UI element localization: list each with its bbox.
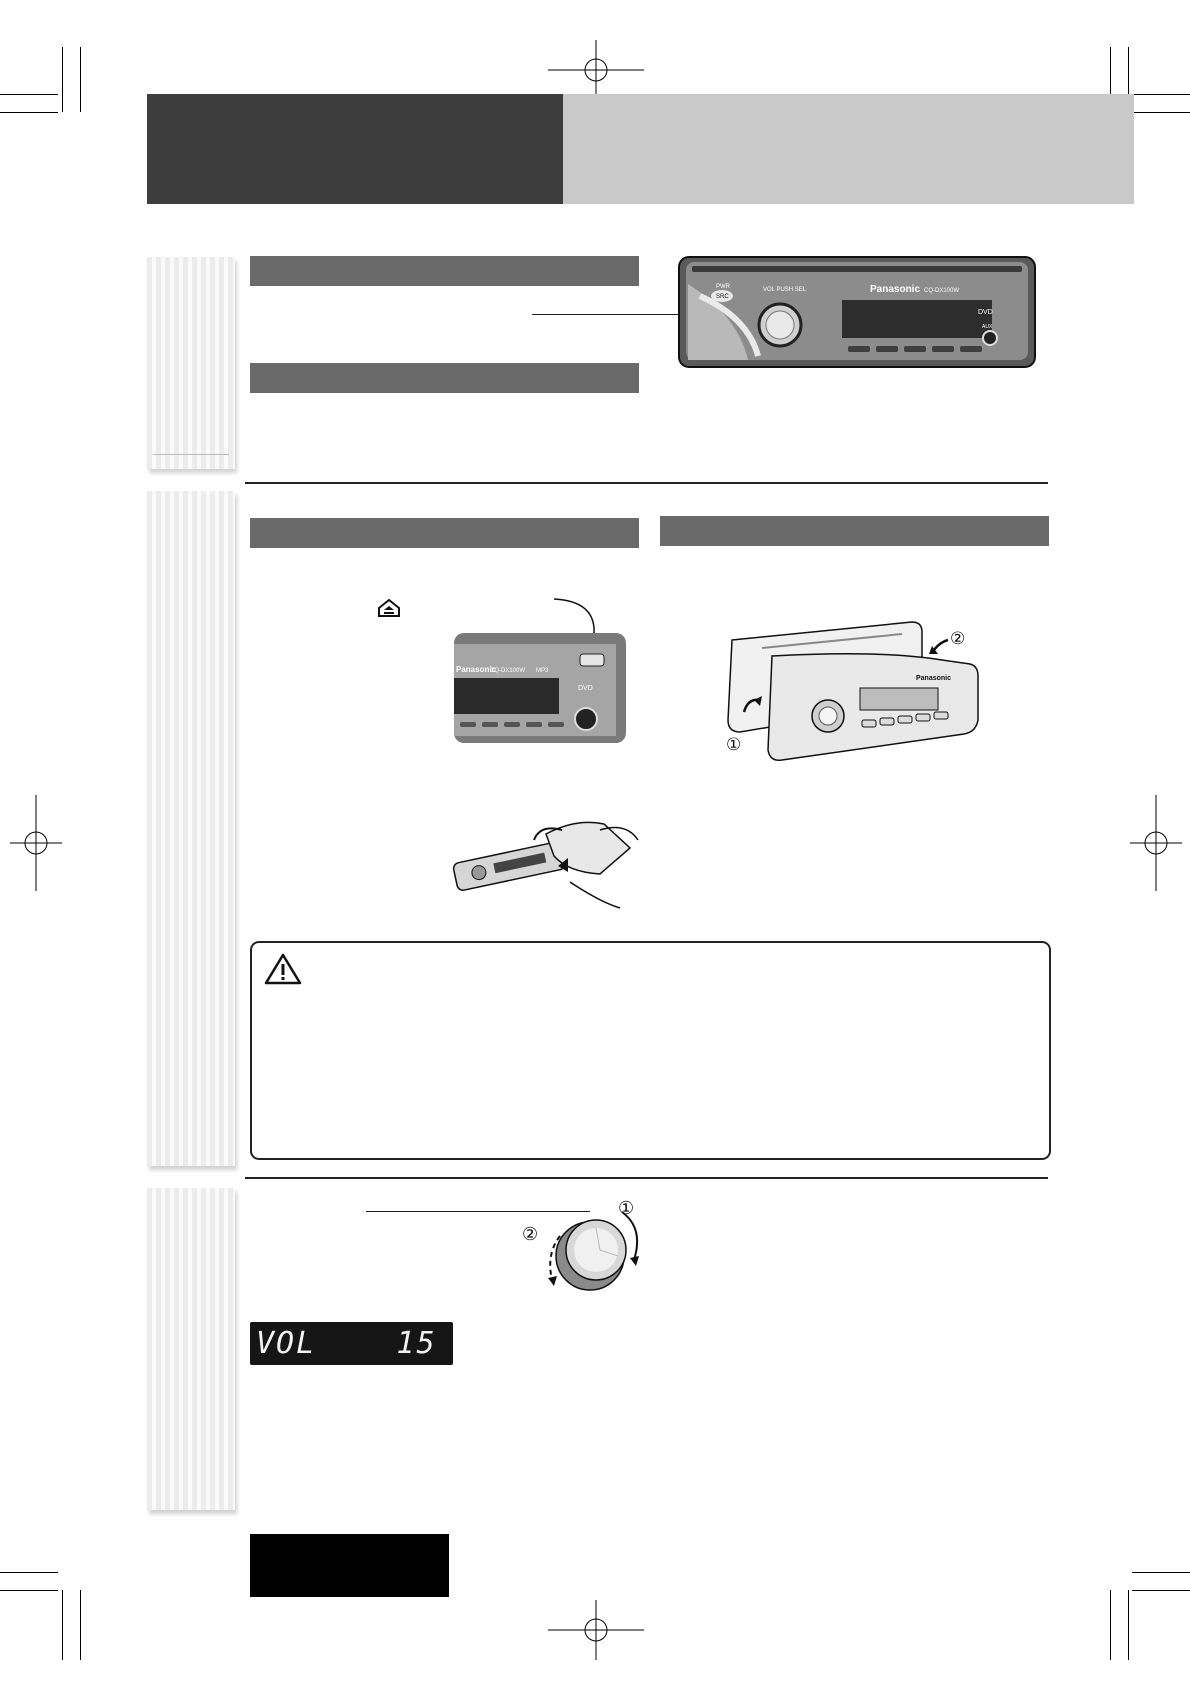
radio-dvd-label: DVD <box>978 309 993 316</box>
step-one-callout: ① <box>726 735 742 754</box>
vol-step-two-callout: ② <box>522 1224 539 1244</box>
attach-faceplate-illustration <box>722 620 988 770</box>
section-bar-attach-faceplate <box>660 516 1049 546</box>
crop-mark <box>62 47 63 112</box>
faceplate-case-illustration <box>450 810 640 910</box>
section-bar-power-off <box>250 363 639 393</box>
closeup-dvd-label: DVD <box>578 685 593 692</box>
section-tab-volume <box>147 1188 235 1510</box>
radio-vol-label: VOL PUSH SEL <box>763 287 807 293</box>
crop-mark <box>0 94 58 95</box>
radio-preset-buttons <box>848 346 982 352</box>
closeup-model: CQ-DX100W <box>490 668 526 674</box>
radio-brand: Panasonic <box>870 284 921 295</box>
registration-mark <box>10 795 62 891</box>
crop-mark <box>0 1590 58 1591</box>
volume-knob-illustration <box>518 1198 648 1298</box>
radio-aux-label: AUX <box>982 324 993 330</box>
radio-front-panel <box>678 256 1036 368</box>
release-button-closeup <box>454 598 639 748</box>
crop-mark <box>1132 1590 1190 1591</box>
attach-brand: Panasonic <box>916 675 952 682</box>
volume-display <box>250 1322 453 1365</box>
eject-home-icon <box>377 598 401 618</box>
radio-pwr-label: PWR <box>716 284 730 290</box>
header-dark-band <box>147 94 563 204</box>
crop-mark <box>1132 94 1190 95</box>
step-two-callout: ② <box>950 629 966 648</box>
registration-mark <box>1130 795 1182 891</box>
section-divider <box>245 482 1048 484</box>
crop-mark <box>1128 1590 1129 1660</box>
crop-mark <box>62 1590 63 1660</box>
volume-display-text: VOL 15 <box>256 1326 437 1361</box>
closeup-brand: Panasonic <box>456 665 497 674</box>
section-bar-power <box>250 256 639 286</box>
crop-mark <box>0 1572 58 1573</box>
page-number-block <box>250 1534 449 1597</box>
registration-mark <box>548 40 644 100</box>
section-tab-faceplate <box>147 491 235 1166</box>
registration-mark <box>548 1600 644 1660</box>
crop-mark <box>80 1590 81 1660</box>
vol-step-one-callout: ① <box>618 1198 635 1218</box>
crop-mark <box>80 47 81 112</box>
crop-mark <box>0 112 58 113</box>
crop-mark <box>1132 112 1190 113</box>
section-bar-remove-faceplate <box>250 518 639 548</box>
section-divider <box>245 1177 1048 1179</box>
caution-box <box>250 941 1051 1160</box>
warning-triangle-icon <box>264 953 302 985</box>
tab-divider <box>153 454 229 455</box>
crop-mark <box>1132 1572 1190 1573</box>
radio-model: CQ-DX100W <box>924 288 960 294</box>
radio-src-label: SRC <box>716 294 729 300</box>
closeup-mp3-label: MP3 <box>536 668 549 674</box>
header-light-band <box>563 94 1134 204</box>
crop-mark <box>1110 1590 1111 1660</box>
section-tab-power <box>147 257 235 469</box>
